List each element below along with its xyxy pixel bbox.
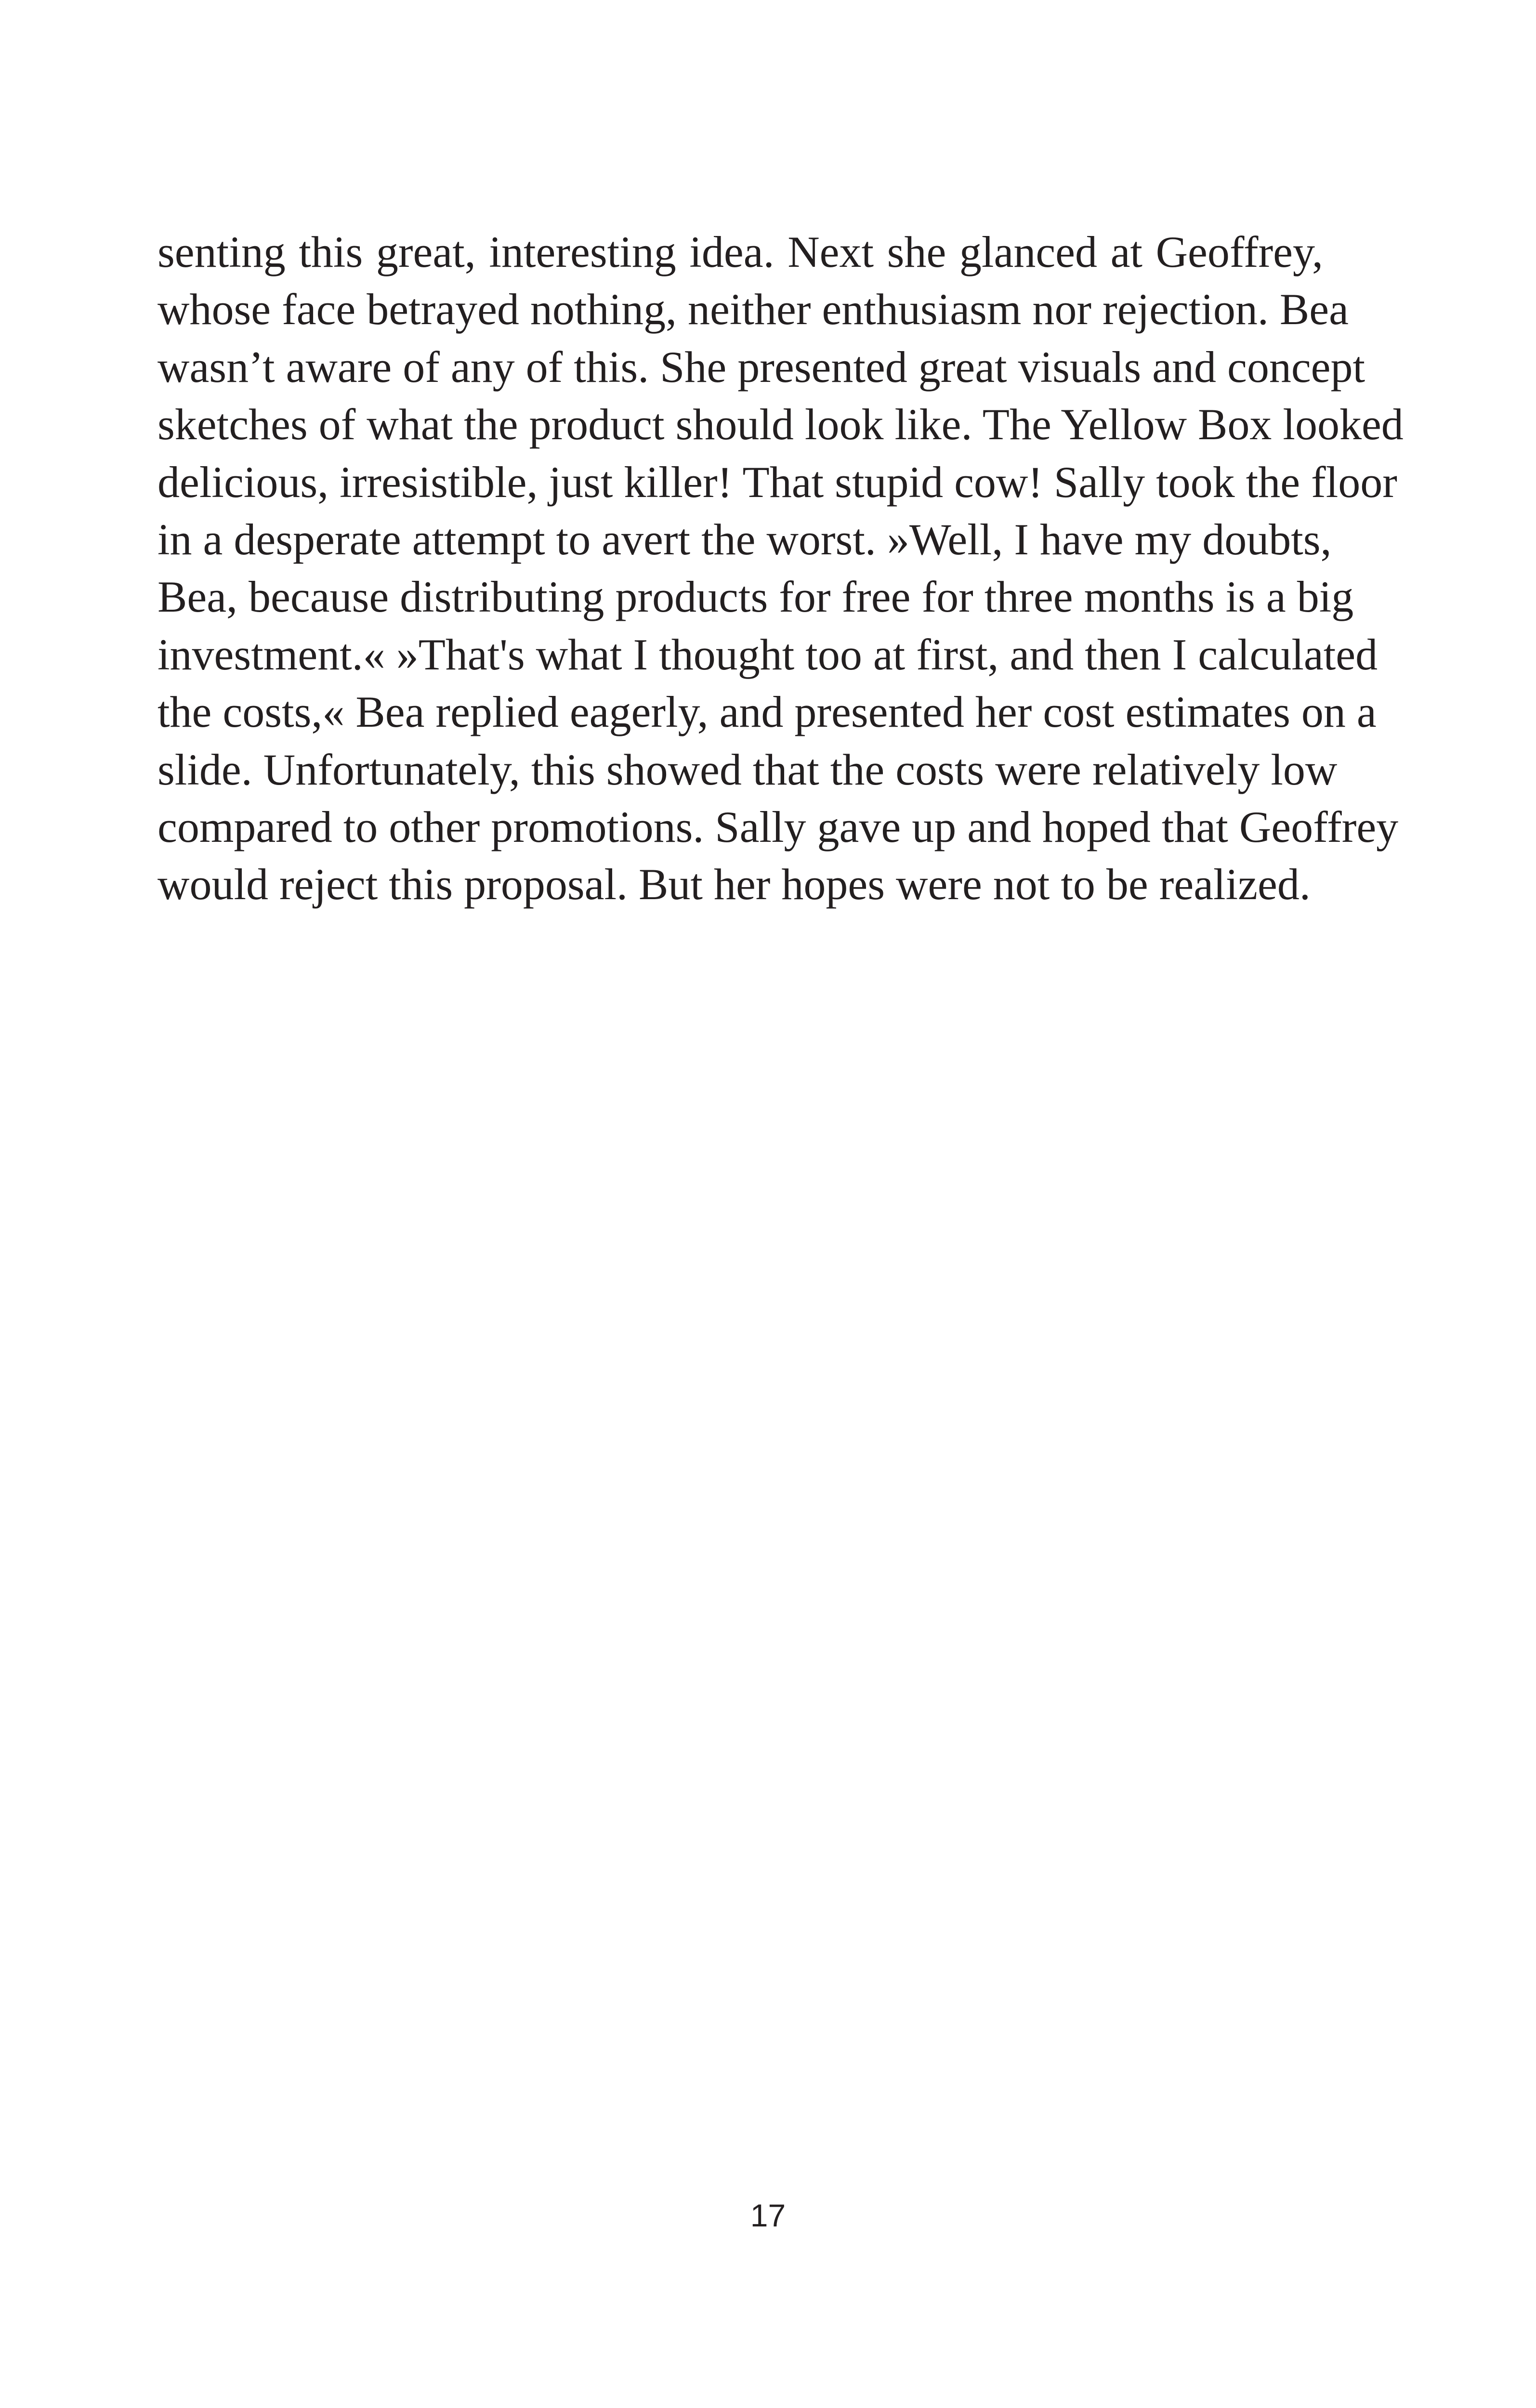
text-line: senting this great, interesting idea. Next she glanced at Geoffrey, [158,227,1323,276]
text-line: investment.« »That's what I thought too at first, and then I calculated [158,629,1378,679]
text-line: compared to other promotions. Sally gave up and hoped that Geoffrey [158,802,1399,851]
text-line: slide. Unfortunately, this showed that the costs were relatively low [158,745,1338,794]
body-paragraph [158,223,1404,914]
text-line: sketches of what the product should look like. The Yellow Box looked [158,400,1404,449]
page-number: 17 [750,2198,786,2233]
text-line: whose face betrayed nothing, neither enthusiasm nor rejection. Bea [158,285,1349,334]
text-line: delicious, irresistible, just killer! That stupid cow! Sally took the floor [158,457,1397,507]
text-line: would reject this proposal. But her hopes were not to be realized. [158,860,1311,909]
text-line: Bea, because distributing products for free for three months is a big [158,572,1354,622]
text-line: the costs,« Bea replied eagerly, and presented her cost estimates on a [158,687,1377,737]
text-line: wasn’t aware of any of this. She presented great visuals and concept [158,342,1365,392]
text-line: in a desperate attempt to avert the worst. »Well, I have my doubts, [158,514,1332,564]
